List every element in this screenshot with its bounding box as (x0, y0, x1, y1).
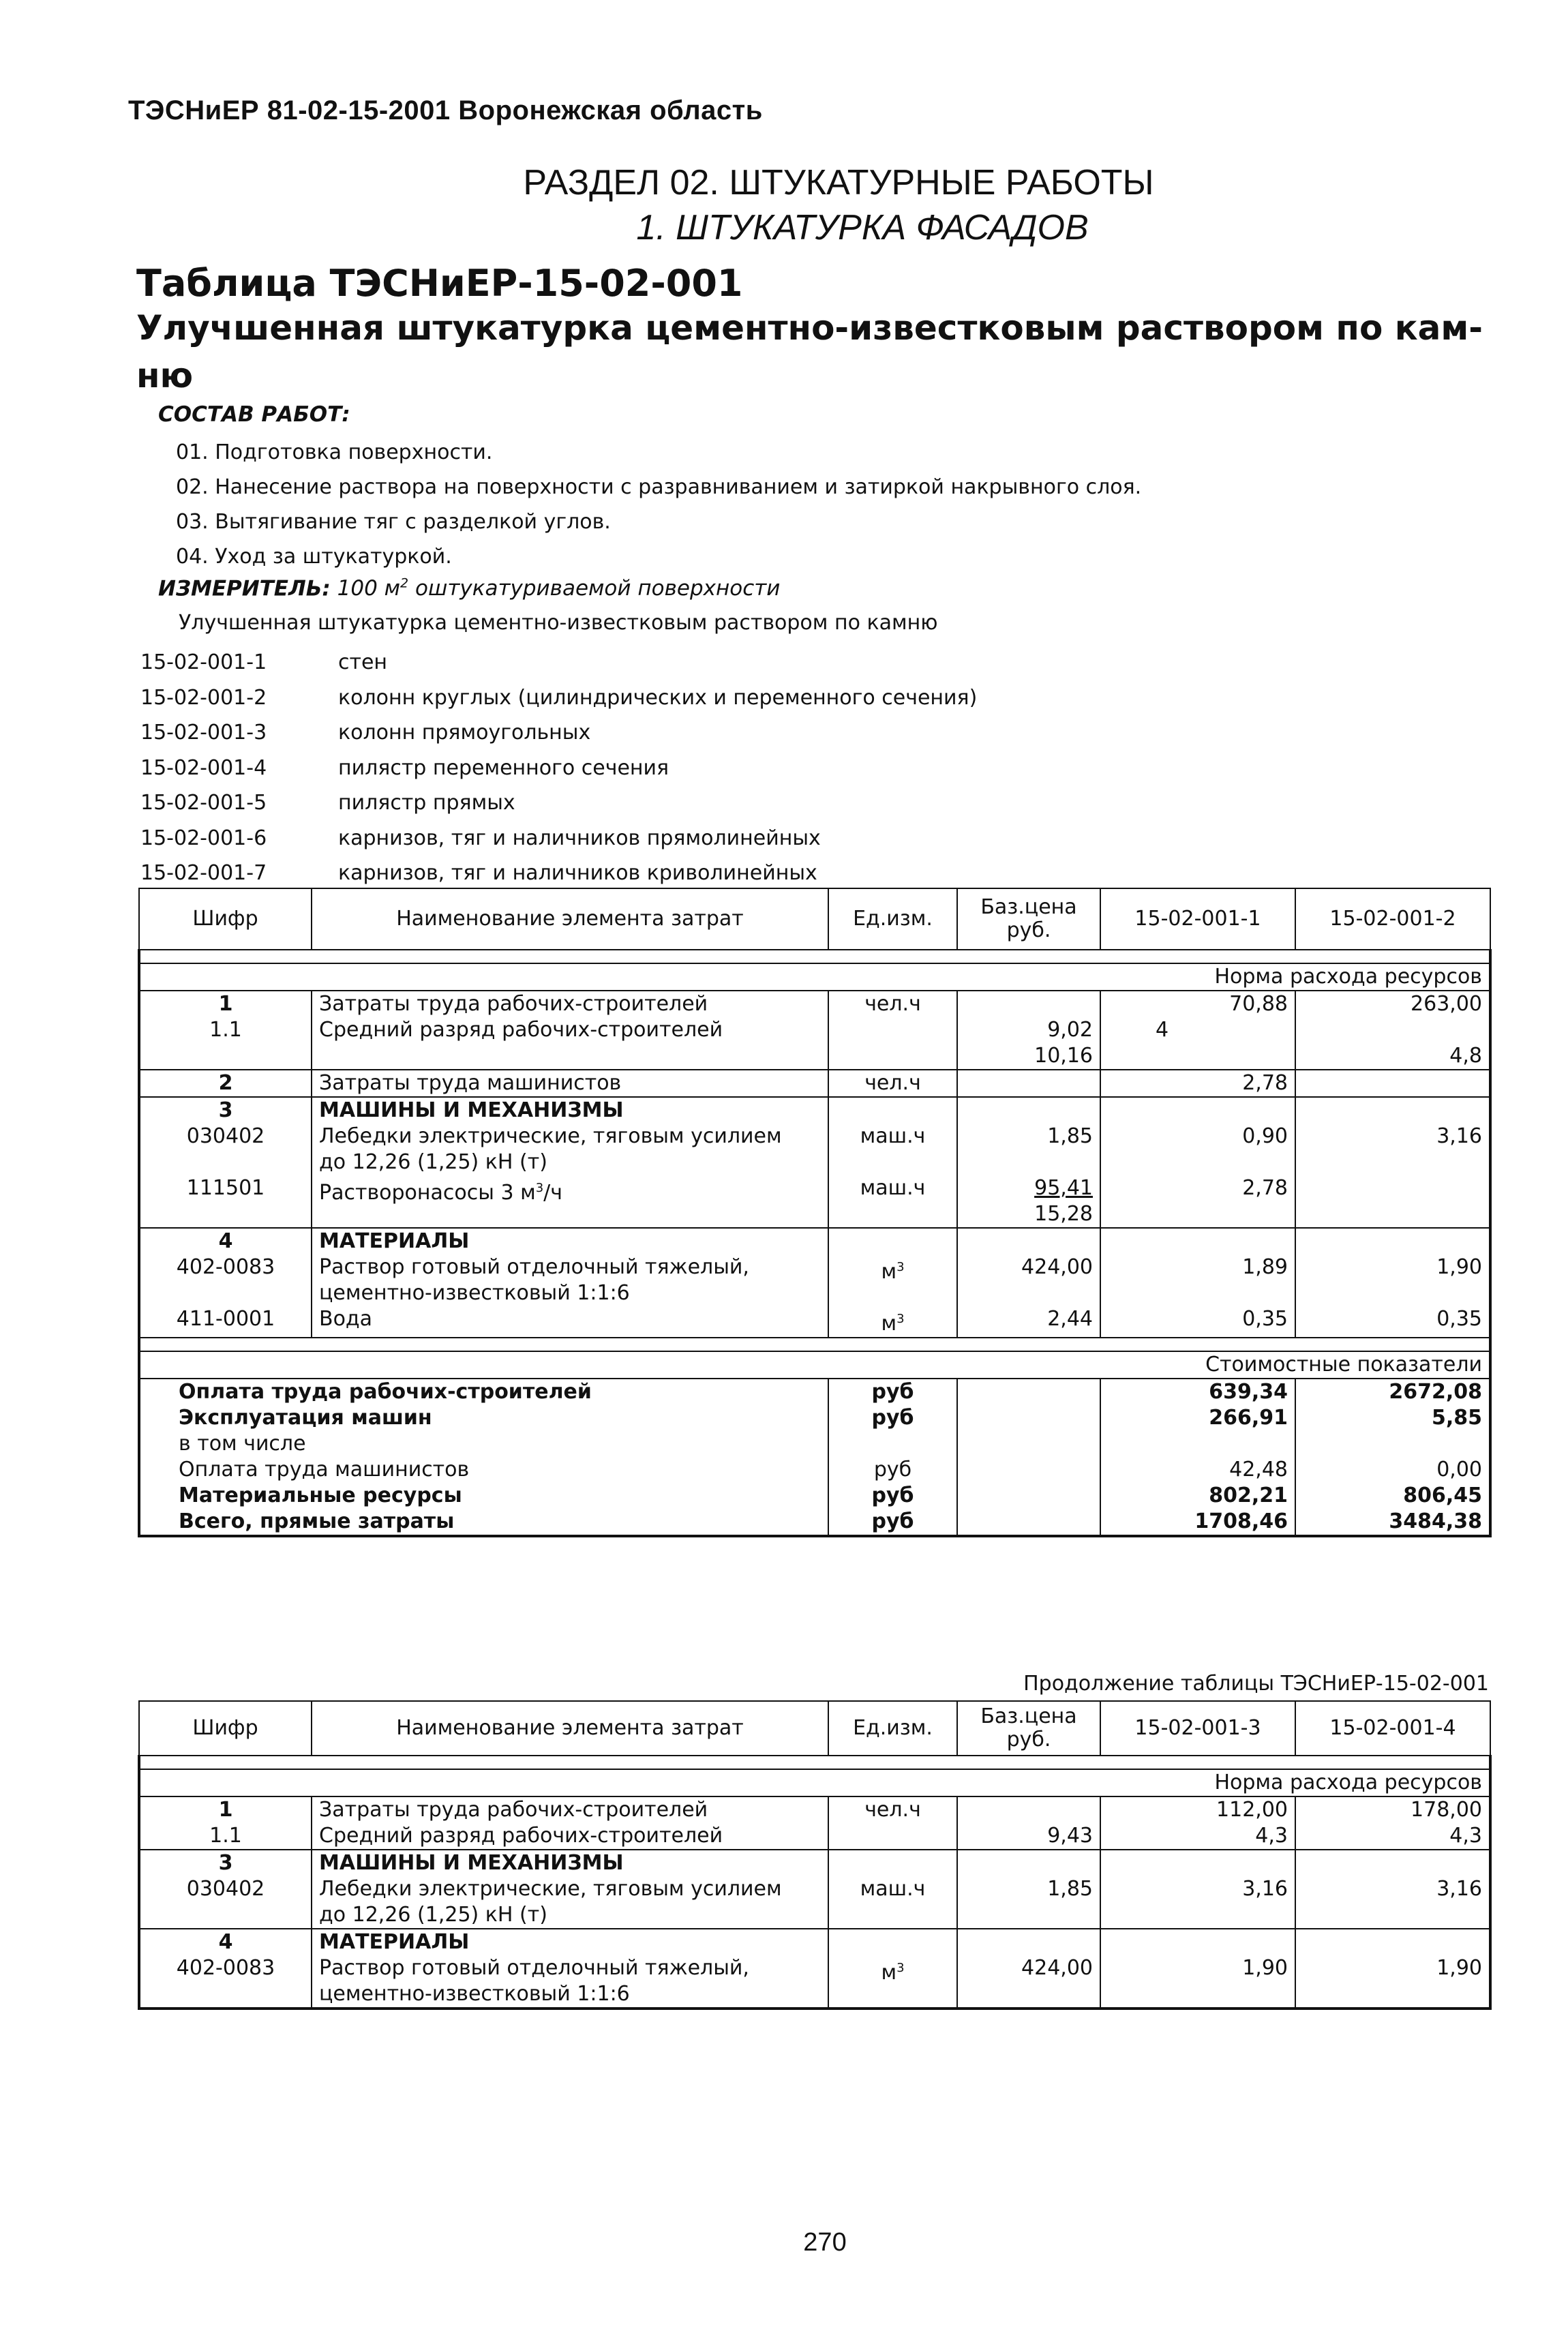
code-list-item (140, 751, 977, 786)
code: 15-02-001-2 (140, 685, 267, 710)
table-row: 030402 Лебедки электрические, тяговым усилием до 12,26 (1,25) кН (т) маш.ч 1,85 0,90 3,16 (139, 1124, 1490, 1175)
code-list-item (140, 821, 977, 856)
table-row: 030402 Лебедки электрические, тяговым усилием до 12,26 (1,25) кН (т) маш.ч 1,85 3,16 3,16 (139, 1876, 1490, 1929)
header-col-a: 15-02-001-3 (1100, 1701, 1295, 1756)
table-row: 111501 Растворонасосы 3 $м^3/ч$ маш.ч 95,41 15,28 2,78 (139, 1175, 1490, 1228)
norm-label: Норма расхода ресурсов (1100, 963, 1490, 991)
work-item: 01. Подготовка поверхности. (176, 440, 493, 464)
header-price: Баз.цена руб. (957, 888, 1100, 950)
cost-row: Оплата труда машинистов руб 42,48 0,00 (139, 1457, 1490, 1483)
table-title: Таблица ТЭСНиЕР-15-02-001 (136, 262, 743, 305)
table-row: 2 Затраты труда машинистов чел.ч 2,78 (139, 1070, 1490, 1097)
table-row: 3 МАШИНЫ И МЕХАНИЗМЫ (139, 1097, 1490, 1124)
table-row: 4 МАТЕРИАЛЫ (139, 1929, 1490, 1955)
subsection-title: 1. ШТУКАТУРКА ФАСАДОВ (636, 208, 1089, 247)
table-row: 411-0001 Вода $м^3$ 2,44 0,35 0,35 (139, 1306, 1490, 1338)
code-list-item (140, 680, 977, 716)
table-row: 1.1 Средний разряд рабочих-строителей 9,02 10,16 4 4,8 (139, 1017, 1490, 1070)
cost-label-row (139, 1351, 1490, 1379)
code: 15-02-001-5 (140, 791, 267, 815)
code-name: карнизов, тяг и наличников криволинейных (338, 861, 817, 885)
header-price: Баз.цена руб. (957, 1701, 1100, 1756)
code-name: пилястр прямых (338, 791, 515, 815)
work-item: 02. Нанесение раствора на поверхности с разравниванием и затиркой накрывного слоя. (176, 475, 1142, 499)
table-row: 1.1 Средний разряд рабочих-строителей 9,43 4,3 4,3 (139, 1823, 1490, 1850)
table-row: 1 Затраты труда рабочих-строителей чел.ч 112,00 178,00 (139, 1796, 1490, 1823)
code-list-item (140, 856, 977, 891)
header-code: Шифр (139, 1701, 312, 1756)
work-item: 03. Вытягивание тяг с разделкой углов. (176, 510, 611, 534)
cost-row: в том числе (139, 1431, 1490, 1457)
cost-label: Стоимостные показатели (1100, 1351, 1490, 1379)
header-col-b: 15-02-001-4 (1295, 1701, 1490, 1756)
section-title: РАЗДЕЛ 02. ШТУКАТУРНЫЕ РАБОТЫ (523, 163, 1154, 202)
norm-label-row (139, 963, 1490, 991)
page-number: 270 (803, 2228, 847, 2257)
spacer-row (139, 1338, 1490, 1351)
table-description (136, 304, 1507, 400)
norm-label-row (139, 1769, 1490, 1796)
table-row: 1 Затраты труда рабочих-строителей чел.ч 70,88 263,00 (139, 991, 1490, 1017)
table-description-line-2: ню (136, 356, 194, 395)
code-list (140, 645, 977, 891)
code-list-item (140, 785, 977, 821)
meter-line (158, 576, 780, 601)
header-code: Шифр (139, 888, 312, 950)
spacer-row (139, 950, 1490, 963)
code-name: колонн прямоугольных (338, 721, 591, 745)
code: 15-02-001-4 (140, 755, 267, 780)
running-header: ТЭСНиЕР 81-02-15-2001 Воронежская область (128, 95, 763, 125)
code-list-item (140, 645, 977, 680)
cost-row: Эксплуатация машин руб 266,91 5,85 (139, 1405, 1490, 1431)
meter-value: 100 $м^2$ оштукатуриваемой поверхности (337, 576, 781, 601)
table-row: 4 МАТЕРИАЛЫ (139, 1228, 1490, 1254)
cost-row: Всего, прямые затраты руб 1708,46 3484,38 (139, 1509, 1490, 1536)
table-header-row (139, 888, 1490, 950)
code-name: карнизов, тяг и наличников прямолинейных (338, 826, 821, 850)
norms-table-2 (138, 1700, 1492, 2010)
intro-line: Улучшенная штукатурка цементно-известковым раствором по камню (179, 611, 938, 635)
code: 15-02-001-6 (140, 826, 267, 850)
header-unit: Ед.изм. (828, 888, 957, 950)
work-item: 04. Уход за штукатуркой. (176, 545, 452, 569)
table-row: 402-0083 Раствор готовый отделочный тяжелый, цементно-известковый 1:1:6 $м^3$ 424,00 1,89 1,90 (139, 1254, 1490, 1306)
code-name: стен (338, 650, 388, 674)
code: 15-02-001-3 (140, 721, 267, 745)
code-name: пилястр переменного сечения (338, 755, 669, 780)
cost-row: Оплата труда рабочих-строителей руб 639,34 2672,08 (139, 1379, 1490, 1405)
header-col-b: 15-02-001-2 (1295, 888, 1490, 950)
table-row: 402-0083 Раствор готовый отделочный тяжелый, цементно-известковый 1:1:6 $м^3$ 424,00 1,90 1,90 (139, 1955, 1490, 2009)
cost-row: Материальные ресурсы руб 802,21 806,45 (139, 1483, 1490, 1509)
header-name: Наименование элемента затрат (312, 888, 828, 950)
code: 15-02-001-1 (140, 650, 267, 674)
work-list (176, 435, 1141, 574)
composition-label: СОСТАВ РАБОТ: (158, 402, 350, 427)
header-col-a: 15-02-001-1 (1100, 888, 1295, 950)
header-name: Наименование элемента затрат (312, 1701, 828, 1756)
table-description-line-1: Улучшенная штукатурка цементно-известковым раствором по кам- (136, 308, 1483, 348)
header-unit: Ед.изм. (828, 1701, 957, 1756)
spacer-row (139, 1756, 1490, 1769)
code: 15-02-001-7 (140, 861, 267, 885)
norms-table-1 (138, 888, 1492, 1537)
table-header-row (139, 1701, 1490, 1756)
continuation-label: Продолжение таблицы ТЭСНиЕР-15-02-001 (1023, 1672, 1489, 1696)
code-name: колонн круглых (цилиндрических и переменного сечения) (338, 685, 978, 710)
code-list-item (140, 715, 977, 751)
table-row: 3 МАШИНЫ И МЕХАНИЗМЫ (139, 1850, 1490, 1876)
meter-label: ИЗМЕРИТЕЛЬ: (158, 576, 331, 601)
norm-label: Норма расхода ресурсов (1100, 1769, 1490, 1796)
